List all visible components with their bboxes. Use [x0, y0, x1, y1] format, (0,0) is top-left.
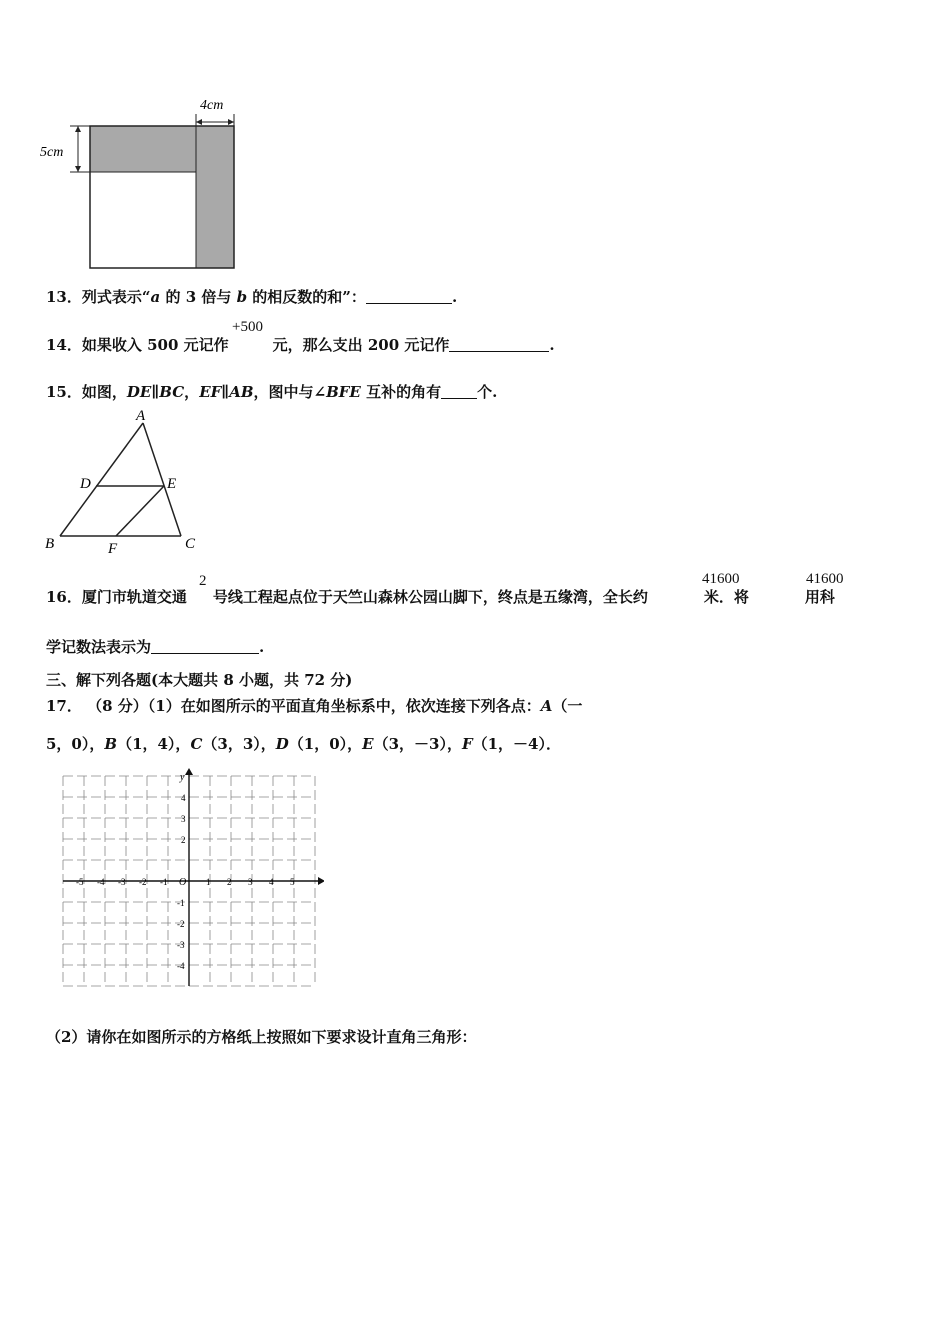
height-label: 5cm: [40, 145, 64, 160]
answer-blank[interactable]: [449, 337, 549, 352]
coordinate-text: （1，－4）．: [472, 735, 561, 753]
section-title: 三、解下列各题(本大题共 8 小题，共 72 分): [46, 671, 353, 689]
coordinate-text: 5，0），: [46, 735, 105, 753]
y-tick-label: 4: [181, 793, 186, 803]
y-tick-label: -2: [177, 919, 185, 929]
answer-blank[interactable]: [441, 384, 477, 399]
y-tick-label: -3: [177, 940, 185, 950]
x-tick-label: 5: [290, 877, 295, 887]
width-label: 4cm: [200, 98, 224, 113]
coordinate-text: （1，0），: [288, 735, 363, 753]
question-14: 14．如果收入 500 元记作 元，那么支出 200 元记作 .: [46, 336, 555, 354]
question-16: 16．厦门市轨道交通 号线工程起点位于天竺山森林公园山脚下，终点是五缘湾，全长约 米．将 用科: [46, 588, 835, 606]
x-tick-label: 3: [248, 877, 253, 887]
x-tick-label: -1: [160, 877, 168, 887]
plus-500-formula: +500: [232, 319, 263, 335]
coordinate-grid: [58, 768, 324, 988]
question-17-line2: [46, 733, 561, 754]
point-label: D: [275, 735, 289, 753]
vertex-F: F: [108, 541, 118, 557]
question-17-line1: 17． （8 分）（1）在如图所示的平面直角坐标系中，依次连接下列各点：A（一: [46, 697, 583, 715]
triangle-figure: [40, 405, 210, 560]
point-label: C: [190, 735, 203, 753]
side-AB: [60, 423, 143, 536]
coordinate-text: （3，3），: [202, 735, 276, 753]
question-16-line2: 学记数法表示为 .: [46, 638, 265, 656]
x-axis-arrow: [318, 877, 324, 885]
answer-blank[interactable]: [151, 639, 259, 654]
answer-blank[interactable]: [366, 289, 452, 304]
y-axis-arrow: [185, 768, 193, 775]
vertex-B: B: [45, 536, 55, 552]
point-label: B: [104, 735, 118, 753]
y-tick-label: 2: [181, 835, 186, 845]
point-label: F: [461, 735, 473, 753]
x-tick-label: 4: [269, 877, 274, 887]
y-tick-label: -4: [177, 961, 185, 971]
y-tick-label: 3: [181, 814, 186, 824]
shaded-top-strip: [90, 126, 196, 172]
line-number-formula: 2: [199, 573, 207, 589]
shaded-right-strip: [196, 126, 234, 268]
question-15: 15．如图，DE∥BC，EF∥AB，图中与∠BFE 互补的角有 个.: [46, 383, 498, 401]
rectangle-figure: [40, 92, 250, 277]
x-tick-label: -3: [118, 877, 126, 887]
point-label: E: [362, 735, 374, 753]
x-tick-label: -2: [139, 877, 147, 887]
length-formula: 41600: [702, 571, 740, 587]
segment-EF: [116, 486, 164, 536]
x-tick-label: -5: [76, 877, 84, 887]
coordinate-text: （1，4），: [117, 735, 191, 753]
x-tick-label: 1: [206, 877, 211, 887]
question-13: 13．列式表示“a 的 3 倍与 b 的相反数的和”： .: [46, 288, 458, 306]
length-formula-2: 41600: [806, 571, 844, 587]
vertex-C: C: [185, 536, 196, 552]
coordinate-text: （3，－3），: [373, 735, 462, 753]
x-tick-label: -4: [97, 877, 105, 887]
question-17-part2: （2）请你在如图所示的方格纸上按照如下要求设计直角三角形：: [46, 1028, 477, 1046]
vertex-E: E: [167, 476, 177, 492]
x-tick-label: 2: [227, 877, 232, 887]
vertex-D: D: [80, 476, 91, 492]
vertex-A: A: [136, 408, 146, 424]
y-tick-label: -1: [177, 898, 185, 908]
y-axis-label: y: [180, 772, 185, 783]
origin-label: O: [179, 877, 187, 888]
